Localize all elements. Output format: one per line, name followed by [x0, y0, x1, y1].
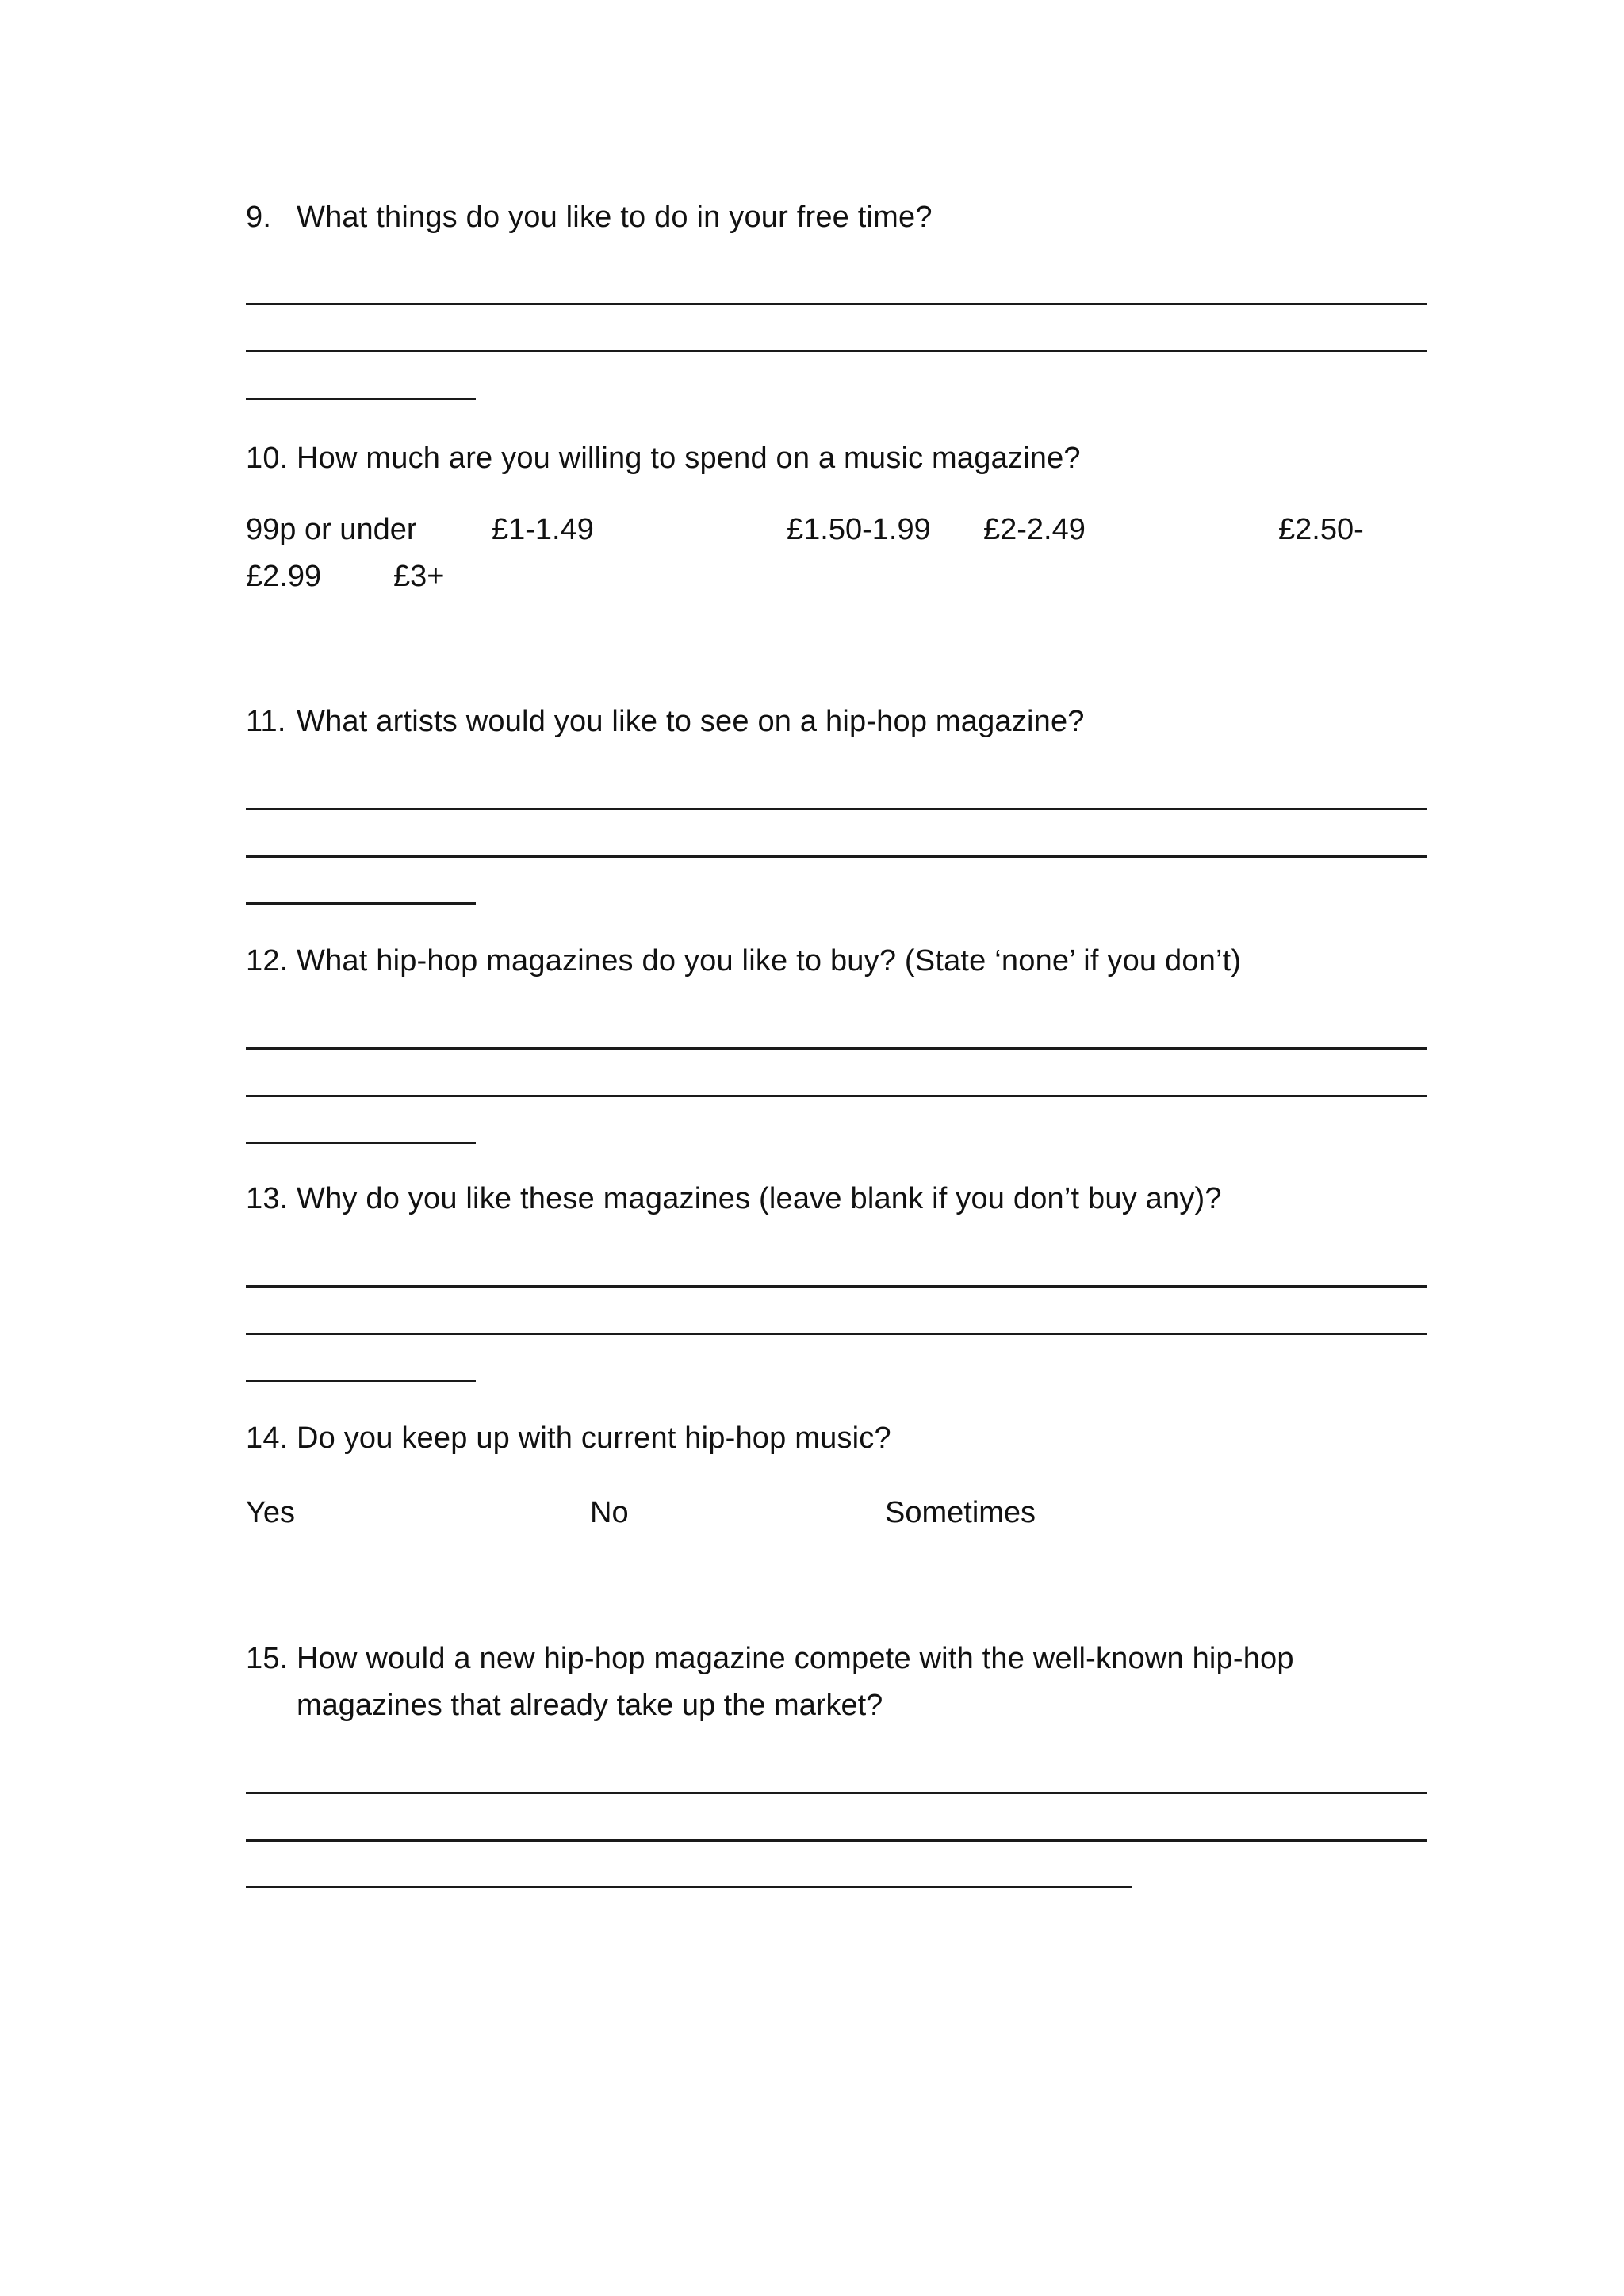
question-13-number: 13.	[246, 1182, 289, 1215]
question-9-text: What things do you like to do in your free time?	[297, 201, 933, 234]
price-option-250-b[interactable]: £2.99	[246, 560, 322, 593]
question-12-number: 12.	[246, 944, 289, 978]
question-15-number: 15.	[246, 1642, 289, 1675]
answer-line-9-1[interactable]	[246, 303, 1427, 305]
question-12	[246, 937, 1241, 985]
option-yes[interactable]: Yes	[246, 1496, 295, 1529]
price-option-2[interactable]: £2-2.49	[983, 513, 1086, 546]
question-14-text: Do you keep up with current hip-hop music?	[297, 1422, 891, 1455]
answer-line-12-1[interactable]	[246, 1047, 1427, 1050]
answer-line-12-2[interactable]	[246, 1095, 1427, 1097]
price-option-3plus[interactable]: £3+	[393, 560, 445, 593]
answer-line-11-2[interactable]	[246, 855, 1427, 858]
price-option-1[interactable]: £1-1.49	[492, 513, 594, 546]
option-sometimes[interactable]: Sometimes	[885, 1496, 1036, 1529]
answer-line-13-3[interactable]	[246, 1380, 476, 1382]
answer-line-12-3[interactable]	[246, 1142, 476, 1144]
question-11-text: What artists would you like to see on a hip-hop magazine?	[297, 705, 1085, 738]
answer-line-13-1[interactable]	[246, 1285, 1427, 1288]
answer-line-11-1[interactable]	[246, 808, 1427, 810]
answer-line-15-2[interactable]	[246, 1839, 1427, 1842]
question-14-number: 14.	[246, 1422, 289, 1455]
question-14	[246, 1414, 891, 1462]
question-15-text: How would a new hip-hop magazine compete with the well-known hip-hop	[297, 1642, 1294, 1675]
price-option-99p[interactable]: 99p or under	[246, 513, 417, 546]
answer-line-15-1[interactable]	[246, 1792, 1427, 1794]
question-13	[246, 1175, 1222, 1223]
option-no[interactable]: No	[590, 1496, 629, 1529]
question-9	[246, 193, 933, 241]
question-15-text-continued: magazines that already take up the market?	[297, 1689, 883, 1722]
question-13-text: Why do you like these magazines (leave blank if you don’t buy any)?	[297, 1182, 1222, 1215]
question-11	[246, 698, 1085, 745]
answer-line-9-3[interactable]	[246, 398, 476, 400]
question-10	[246, 434, 1081, 482]
answer-line-15-3[interactable]	[246, 1886, 1132, 1888]
answer-line-13-2[interactable]	[246, 1333, 1427, 1335]
question-10-text: How much are you willing to spend on a music magazine?	[297, 442, 1081, 475]
answer-line-9-2[interactable]	[246, 350, 1427, 352]
question-11-number: 11.	[246, 705, 286, 738]
question-9-number: 9.	[246, 201, 272, 234]
price-option-150[interactable]: £1.50-1.99	[787, 513, 931, 546]
question-15	[246, 1635, 1294, 1682]
question-12-text: What hip-hop magazines do you like to buy? (State ‘none’ if you don’t)	[297, 944, 1242, 978]
answer-line-11-3[interactable]	[246, 902, 476, 905]
price-option-250-a[interactable]: £2.50-	[1278, 513, 1364, 546]
question-10-number: 10.	[246, 442, 289, 475]
